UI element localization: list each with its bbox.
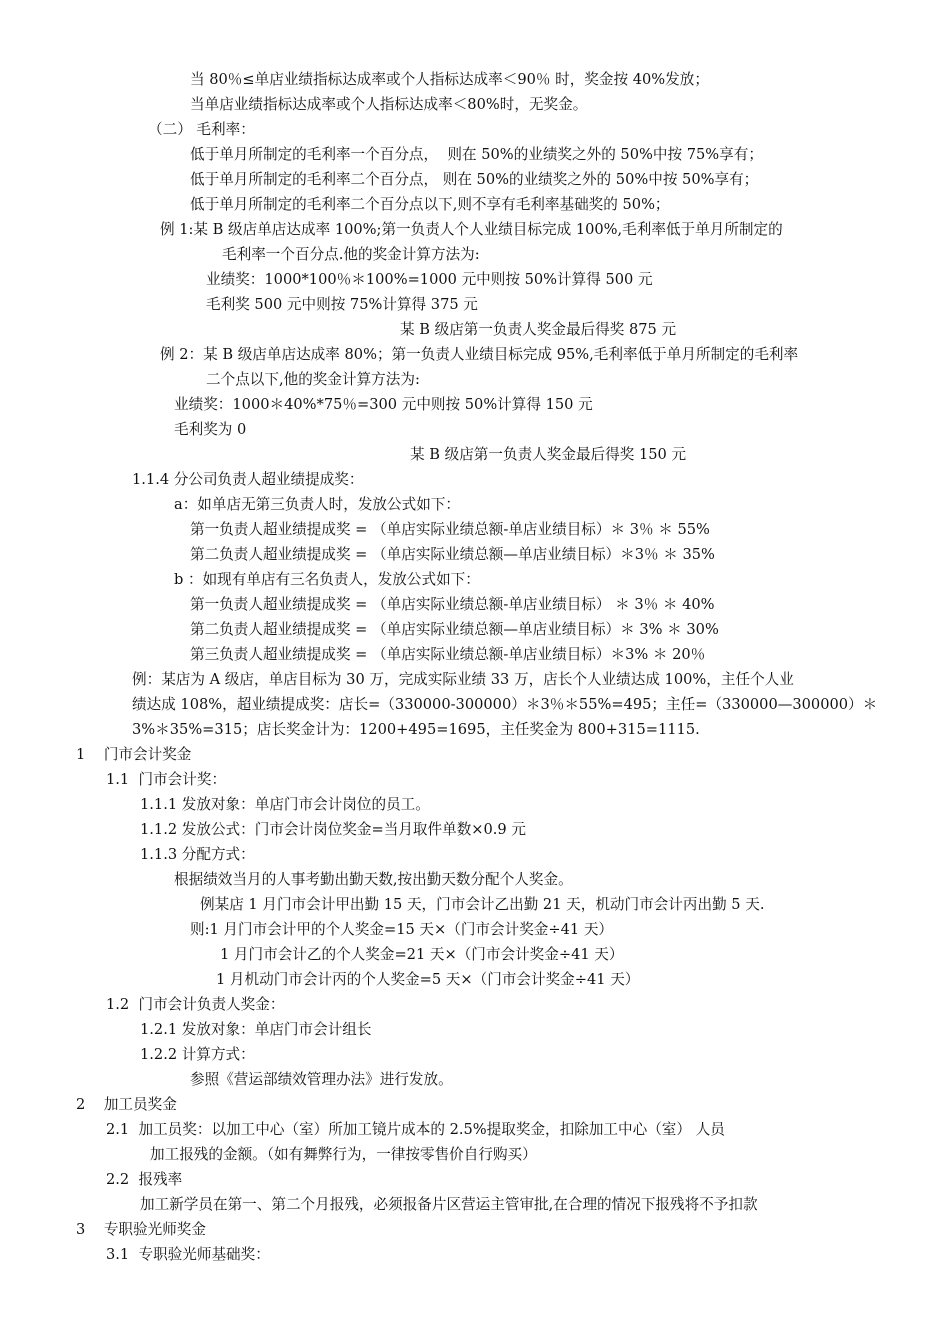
section-heading: （二） 毛利率：	[148, 121, 255, 138]
example-line: 例：某店为 A 级店，单店目标为 30 万，完成实际业绩 33 万，店长个人业绩达成 100%，主任个人业	[132, 671, 794, 688]
text-line: 1.1.2 发放公式：门市会计岗位奖金=当月取件单数×0.9 元	[140, 821, 526, 838]
text-line: 1 月机动门市会计丙的个人奖金=5 天×（门市会计奖金÷41 天）	[216, 971, 640, 988]
text-line: 3%＊35%=315；店长奖金计为：1200+495=1695，主任奖金为 800+315=1115.	[132, 721, 700, 738]
text-line: 当 80％≤单店业绩指标达成率或个人指标达成率＜90％ 时，奖金按 40%发放；	[190, 71, 709, 88]
result-line: 某 B 级店第一负责人奖金最后得奖 150 元	[410, 446, 687, 463]
example-line: 例 2：某 B 级店单店达成率 80%；第一负责人业绩目标完成 95%,毛利率低于单月所制定的毛利率	[160, 346, 799, 363]
text-line: 1 月门市会计乙的个人奖金=21 天×（门市会计奖金÷41 天）	[220, 946, 624, 963]
formula-line: 第三负责人超业绩提成奖 = （单店实际业绩总额-单店业绩目标）＊3% ＊ 20％	[190, 646, 706, 663]
section-heading: 1.1 门市会计奖：	[106, 771, 227, 788]
example-line: 例某店 1 月门市会计甲出勤 15 天，门市会计乙出勤 21 天，机动门市会计丙出勤 5 天.	[200, 896, 765, 913]
text-line: 毛利奖为 0	[174, 421, 247, 438]
text-line: 毛利率一个百分点.他的奖金计算方法为:	[222, 246, 480, 263]
text-line: 加工新学员在第一、第二个月报残，必须报备片区营运主管审批,在合理的情况下报残将不予扣款	[140, 1196, 758, 1213]
formula-line: 第一负责人超业绩提成奖 = （单店实际业绩总额-单店业绩目标）＊ 3％ ＊ 55%	[190, 521, 710, 538]
formula-line: 第二负责人超业绩提成奖 = （单店实际业绩总额—单店业绩目标）＊3％ ＊ 35%	[190, 546, 715, 563]
formula-line: 第二负责人超业绩提成奖 = （单店实际业绩总额—单店业绩目标）＊ 3% ＊ 30%	[190, 621, 719, 638]
section-heading: 1.1.4 分公司负责人超业绩提成奖：	[132, 471, 364, 488]
text-line: 业绩奖：1000*100％＊100%=1000 元中则按 50%计算得 500 元	[206, 271, 653, 288]
text-line: 业绩奖：1000＊40%*75％=300 元中则按 50%计算得 150 元	[174, 396, 593, 413]
text-line: 则:1 月门市会计甲的个人奖金=15 天×（门市会计奖金÷41 天）	[190, 921, 614, 938]
text-line: 二个点以下,他的奖金计算方法为:	[206, 371, 420, 388]
formula-line: 第一负责人超业绩提成奖 = （单店实际业绩总额-单店业绩目标） ＊ 3％ ＊ 40%	[190, 596, 715, 613]
text-line: 2.1 加工员奖：以加工中心（室）所加工镜片成本的 2.5%提取奖金，扣除加工中心（室） 人员	[106, 1121, 725, 1138]
section-heading: 2 加工员奖金	[76, 1096, 177, 1113]
text-line: 毛利奖 500 元中则按 75%计算得 375 元	[206, 296, 478, 313]
text-line: 低于单月所制定的毛利率二个百分点以下,则不享有毛利率基础奖的 50%；	[190, 196, 670, 213]
text-line: 绩达成 108%，超业绩提成奖：店长=（330000-300000）＊3％＊55%=495；主任=（330000—300000）＊	[132, 696, 878, 713]
text-line: 根据绩效当月的人事考勤出勤天数,按出勤天数分配个人奖金。	[174, 871, 573, 888]
example-line: 例 1:某 B 级店单店达成率 100%;第一负责人个人业绩目标完成 100%,毛利率低于单月所制定的	[160, 221, 783, 238]
section-heading: 1 门市会计奖金	[76, 746, 192, 763]
section-heading: 1.2 门市会计负责人奖金：	[106, 996, 285, 1013]
text-line: 1.1.3 分配方式：	[140, 846, 255, 863]
text-line: a：如单店无第三负责人时，发放公式如下：	[174, 496, 460, 513]
section-heading: 3.1 专职验光师基础奖：	[106, 1246, 270, 1263]
text-line: 加工报残的金额。（如有舞弊行为，一律按零售价自行购买）	[150, 1146, 537, 1163]
result-line: 某 B 级店第一负责人奖金最后得奖 875 元	[400, 321, 677, 338]
text-line: 低于单月所制定的毛利率二个百分点， 则在 50%的业绩奖之外的 50%中按 50%享有；	[190, 171, 759, 188]
section-heading: 2.2 报残率	[106, 1171, 183, 1188]
text-line: 参照《营运部绩效管理办法》进行发放。	[190, 1071, 453, 1088]
text-line: 1.2.2 计算方式：	[140, 1046, 255, 1063]
text-line: 1.1.1 发放对象：单店门市会计岗位的员工。	[140, 796, 430, 813]
text-line: 1.2.1 发放对象：单店门市会计组长	[140, 1021, 372, 1038]
text-line: b ：如现有单店有三名负责人，发放公式如下：	[174, 571, 480, 588]
text-line: 当单店业绩指标达成率或个人指标达成率＜80%时，无奖金。	[190, 96, 588, 113]
section-heading: 3 专职验光师奖金	[76, 1221, 206, 1238]
text-line: 低于单月所制定的毛利率一个百分点， 则在 50%的业绩奖之外的 50%中按 75%享有；	[190, 146, 763, 163]
